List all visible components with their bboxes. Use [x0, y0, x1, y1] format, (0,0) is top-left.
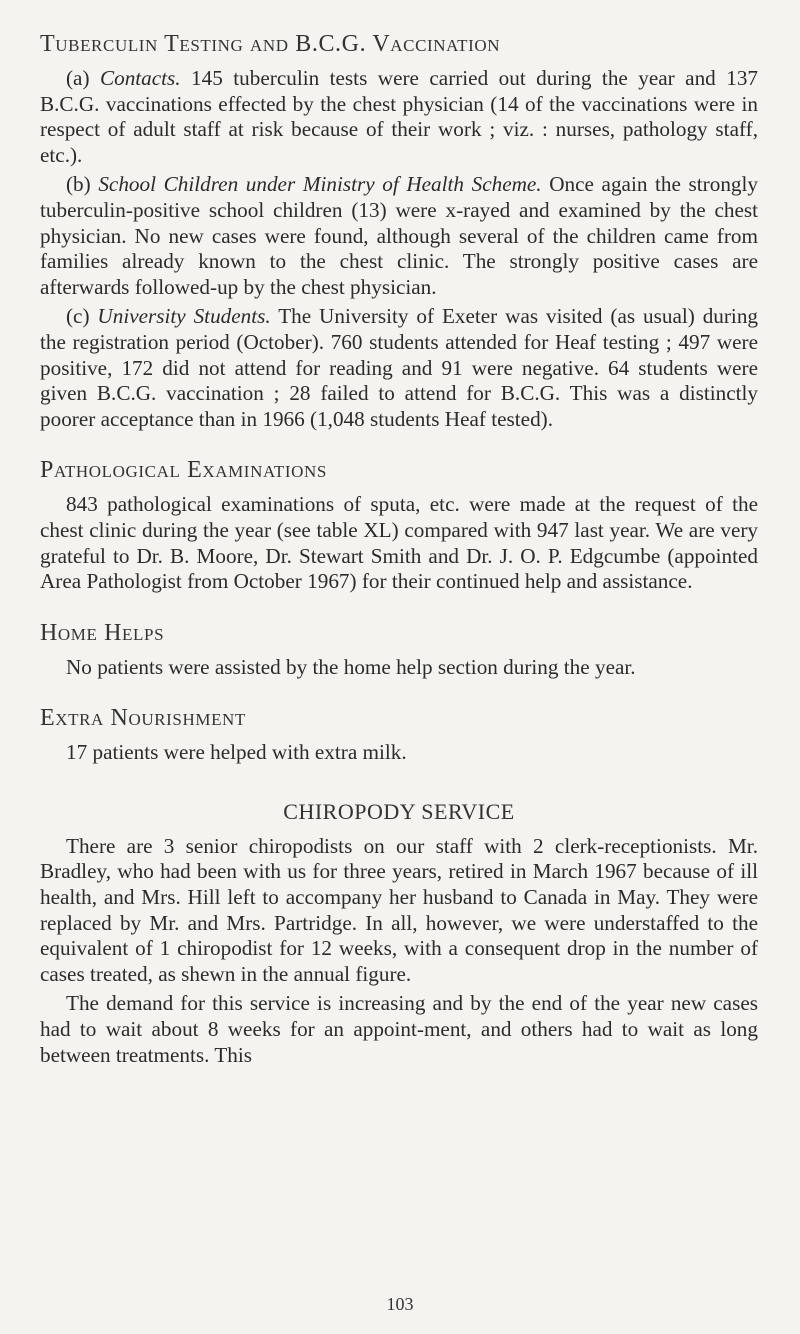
tuberculin-contacts-paragraph: [40, 66, 758, 168]
spacer: [40, 599, 758, 619]
tuberculin-heading: Tuberculin Testing and B.C.G. Vaccination: [40, 31, 501, 57]
university-lead: University Students.: [97, 304, 271, 329]
spacer: [40, 770, 758, 790]
tuberculin-school-paragraph: [40, 172, 758, 300]
chiropody-paragraph-1: There are 3 senior chiropodists on our staff with 2 clerk-receptionists. Mr. Bradley, who had been with us for three years, retired in March 1967 because of ill health, and Mrs. Hill left to accompany her husband to Canada in May. They were replaced by Mr. and Mrs. Partridge. In all, however, we were understaffed to the equivalent of 1 chiropodist for 12 weeks, with a consequent drop in the number of cases treated, as shewn in the annual figure.: [40, 833, 758, 986]
school-lead: School Children under Ministry of Health Scheme.: [98, 172, 542, 197]
extra-nourishment-paragraph: 17 patients were helped with extra milk.: [66, 740, 407, 765]
spacer: [40, 436, 758, 456]
chiropody-paragraph-2: The demand for this service is increasing and by the end of the year new cases had to wait about 8 weeks for an appoint-ment, and others had to wait as long between treatments. This: [40, 991, 758, 1067]
pathological-paragraph: 843 pathological examinations of sputa, etc. were made at the request of the chest clinic during the year (see table XL) compared with 947 last year. We are very grateful to Dr. B. Moore, Dr. Stewart Smith and Dr. J. O. P. Edgcumbe (appointed Area Pathologist from October 1967) for their continued help and assistance.: [40, 492, 758, 594]
school-body: Once again the strongly tuberculin-positive school children (13) were x-rayed and examined by the chest physician. No new cases were found, although several of the children came from families already known to the chest clinic. The strongly positive cases are afterwards followed-up by the chest physician.: [40, 172, 758, 299]
home-helps-heading: Home Helps: [40, 619, 165, 646]
spacer: [40, 684, 758, 704]
item-marker-b: (b): [66, 172, 99, 197]
contacts-body: 145 tuberculin tests were carried out during the year and 137 B.C.G. vaccinations effected by the chest physician (14 of the vaccinations were in respect of adult staff at risk because of their work ; viz. : nurses, pathology staff, etc.).: [40, 66, 759, 167]
item-marker-c: (c): [66, 304, 98, 329]
chiropody-heading: CHIROPODY SERVICE: [283, 798, 515, 824]
tuberculin-university-paragraph: [40, 304, 758, 432]
page-number: 103: [386, 1294, 414, 1314]
pathological-heading: Pathological Examinations: [40, 457, 327, 484]
home-helps-paragraph: No patients were assisted by the home help section during the year.: [66, 654, 636, 679]
item-marker-a: (a): [66, 66, 100, 90]
contacts-lead: Contacts.: [99, 66, 181, 90]
extra-nourishment-heading: Extra Nourishment: [40, 705, 246, 732]
university-body: The University of Exeter was visited (as usual) during the registration period (October). 760 students attended for Heaf testing ; 497 were positive, 172 did not attend for reading and 91 were negative. 64 students were given B.C.G. vaccination ; 28 failed to attend for B.C.G. This was a distinctly poorer acceptance than in 1966 (1,048 students Heaf tested).: [40, 304, 759, 431]
